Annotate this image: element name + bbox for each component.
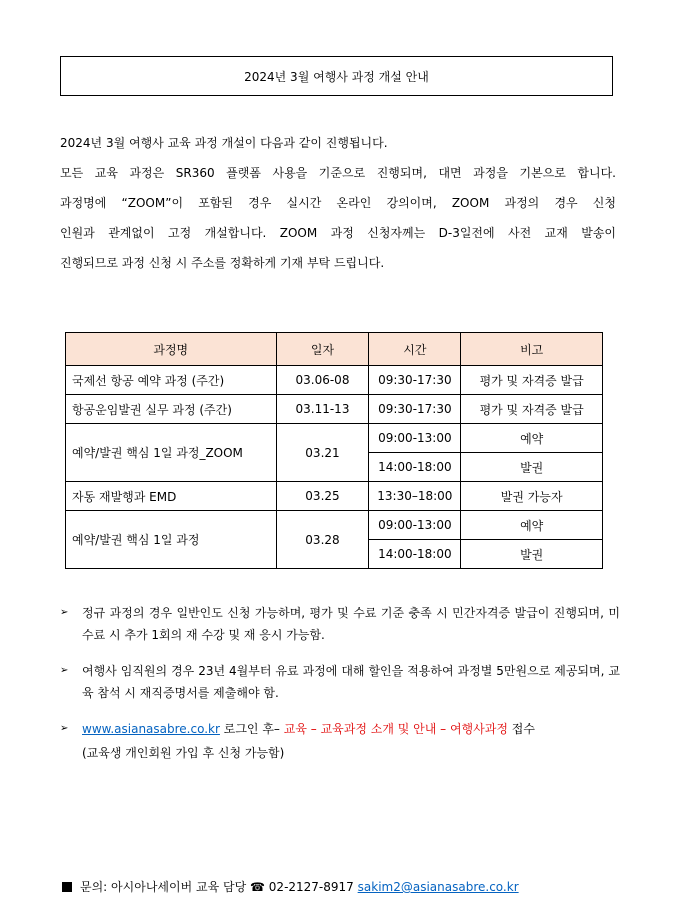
course-date: 03.25 (276, 482, 369, 511)
contact-phone: 02-2127-8917 (268, 880, 354, 894)
square-bullet-icon (62, 882, 72, 892)
contact-email-link[interactable]: sakim2@asianasabre.co.kr (357, 880, 519, 894)
arrow-bullet-icon: ➢ (60, 723, 69, 734)
header-time: 시간 (369, 333, 461, 366)
header-course: 과정명 (66, 333, 277, 366)
contact-label: 문의: 아시아나세이버 교육 담당 (80, 880, 247, 894)
arrow-bullet-icon: ➢ (60, 665, 69, 676)
course-note: 발권 가능자 (461, 482, 603, 511)
intro-line: 과정명에 “ZOOM”이 포함된 경우 실시간 온라인 강의이며, ZOOM 과정의 경우 신청 (60, 196, 616, 210)
course-time: 14:00-18:00 (369, 540, 461, 569)
note-item (60, 660, 620, 704)
contact-footer (62, 878, 519, 895)
course-time: 09:00-13:00 (369, 424, 461, 453)
course-name: 항공운임발권 실무 과정 (주간) (66, 395, 277, 424)
course-name: 예약/발권 핵심 1일 과정_ZOOM (66, 424, 277, 482)
course-note: 평가 및 자격증 발급 (461, 366, 603, 395)
table-row (66, 482, 603, 511)
course-note: 예약 (461, 511, 603, 540)
arrow-bullet-icon: ➢ (60, 607, 69, 618)
course-date: 03.28 (276, 511, 369, 569)
intro-line: 인원과 관계없이 고정 개설합니다. ZOOM 과정 신청자께는 D-3일전에 사전 교재 발송이 (60, 226, 616, 240)
course-date: 03.21 (276, 424, 369, 482)
course-note: 발권 (461, 540, 603, 569)
phone-icon: ☎ (250, 880, 265, 894)
table-row (66, 366, 603, 395)
note-text: 로그인 후– (219, 722, 284, 736)
course-time: 09:30-17:30 (369, 395, 461, 424)
course-note: 발권 (461, 453, 603, 482)
course-name: 국제선 항공 예약 과정 (주간) (66, 366, 277, 395)
website-link[interactable]: www.asianasabre.co.kr (82, 722, 220, 736)
table-header-row (66, 333, 603, 366)
note-text: 여행사 임직원의 경우 23년 4월부터 유료 과정에 대해 할인을 적용하여 과정별 5만원으로 제공되며, 교육 참석 시 재직증명서를 제출해야 함. (82, 664, 620, 700)
table-row (66, 424, 603, 453)
course-date: 03.06-08 (276, 366, 369, 395)
table-row (66, 395, 603, 424)
intro-line: 진행되므로 과정 신청 시 주소를 정확하게 기재 부탁 드립니다. (60, 256, 385, 270)
course-time: 09:00-13:00 (369, 511, 461, 540)
document-title: 2024년 3월 여행사 과정 개설 안내 (244, 69, 429, 84)
note-item (60, 718, 620, 740)
course-date: 03.11-13 (276, 395, 369, 424)
course-time: 09:30-17:30 (369, 366, 461, 395)
document-title-box (60, 56, 613, 96)
table-row (66, 511, 603, 540)
schedule-table (65, 332, 603, 569)
note-text: 접수 (507, 722, 535, 736)
notes-list (60, 602, 620, 764)
course-time: 14:00-18:00 (369, 453, 461, 482)
course-note: 예약 (461, 424, 603, 453)
intro-paragraph (60, 128, 616, 278)
note-subtext: (교육생 개인회원 가입 후 신청 가능함) (82, 746, 285, 760)
intro-line: 모든 교육 과정은 SR360 플랫폼 사용을 기준으로 진행되며, 대면 과정을 기본으로 합니다. (60, 166, 616, 180)
header-note: 비고 (461, 333, 603, 366)
note-text: 정규 과정의 경우 일반인도 신청 가능하며, 평가 및 수료 기준 충족 시 민간자격증 발급이 진행되며, 미 수료 시 추가 1회의 재 수강 및 재 응시 가능함. (82, 606, 620, 642)
menu-path-text: 교육 – 교육과정 소개 및 안내 – 여행사과정 (283, 722, 508, 736)
intro-line: 2024년 3월 여행사 교육 과정 개설이 다음과 같이 진행됩니다. (60, 136, 388, 150)
note-item (60, 602, 620, 646)
course-name: 예약/발권 핵심 1일 과정 (66, 511, 277, 569)
course-time: 13:30–18:00 (369, 482, 461, 511)
course-name: 자동 재발행과 EMD (66, 482, 277, 511)
course-note: 평가 및 자격증 발급 (461, 395, 603, 424)
header-date: 일자 (276, 333, 369, 366)
